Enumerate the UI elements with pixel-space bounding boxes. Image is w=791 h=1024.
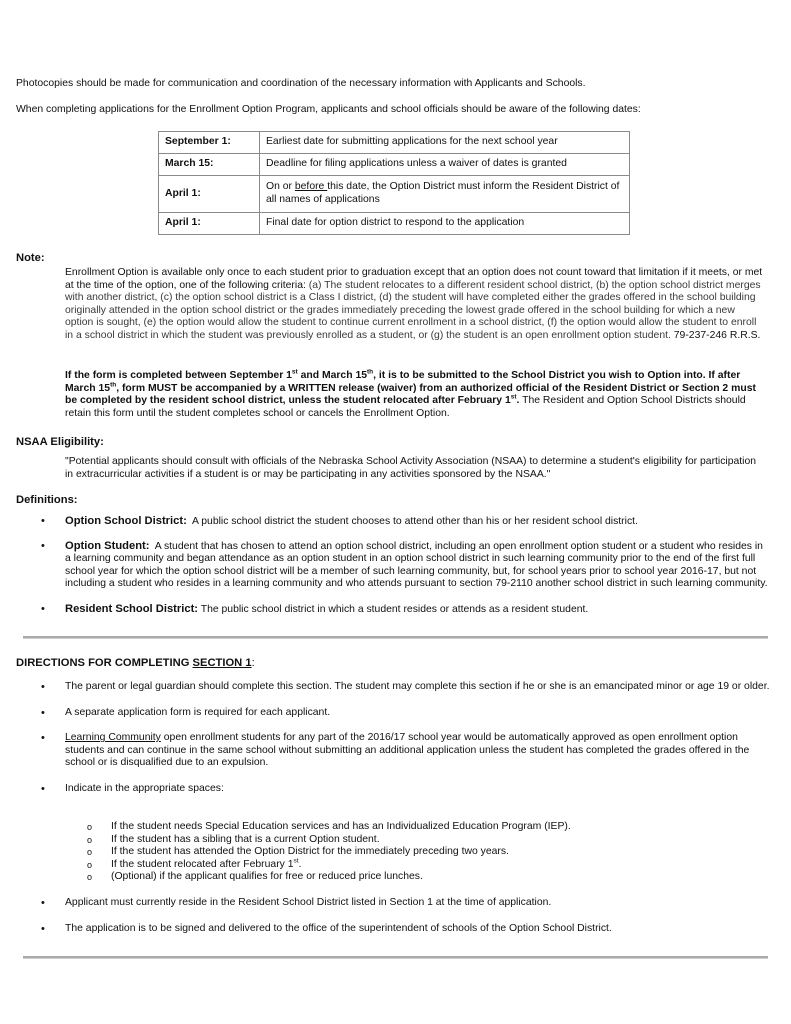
definition-item <box>41 515 771 529</box>
nsaa-text: "Potential applicants should consult with officials of the Nebraska School Activity Association (NSAA) to determine a student's eligibility for participation in extracurricular activities if a student is or may be participating in any activities sponsored by the NSAA." <box>65 456 757 480</box>
sublist-item <box>87 846 767 859</box>
sublist-text: If the student has a sibling that is a current Option student. <box>111 833 380 845</box>
direction-text: The parent or legal guardian should complete this section. The student may complete this section if he or she is an emancipated minor or age 19 or older. <box>65 681 770 692</box>
description-cell: Final date for option district to respond to the application <box>260 213 630 235</box>
table-row <box>159 154 630 176</box>
sublist-text: If the student relocated after February 1 <box>111 858 294 870</box>
definition-text: A public school district the student chooses to attend other than his or her resident school district. <box>186 516 638 527</box>
note-heading: Note: <box>16 252 45 264</box>
direction-text: Indicate in the appropriate spaces: <box>65 782 224 794</box>
direction-text: The application is to be signed and delivered to the office of the superintendent of schools of the Option School District. <box>65 922 612 934</box>
date-cell: March 15: <box>159 154 260 176</box>
definitions-list <box>41 515 771 617</box>
definition-term: Resident School District: <box>65 602 199 615</box>
section-divider-bottom <box>23 956 768 959</box>
directions-heading <box>16 657 255 670</box>
hollow-bullet-icon: o <box>87 872 93 883</box>
superscript: st <box>510 393 517 401</box>
sublist-text: . <box>298 858 302 870</box>
key-dates-table <box>158 131 630 235</box>
definition-text: A student that has chosen to attend an option school district, including an open enrollment option student or a student who resides in a learning community and began attendance as an option student in an option school district in such learning community prior to the end of the first full school year for which the option school district will be a member of such learning community, but, for school years prior to school year 2016-17, but not including a student who resides in a learning community and who attends pursuant to section 79-2110 another school district in such learning community. <box>65 540 768 590</box>
date-cell: September 1: <box>159 132 260 154</box>
bullet-icon: • <box>41 897 45 909</box>
section-divider <box>23 636 768 639</box>
intro-photocopies: Photocopies should be made for communication and coordination of the necessary information with Applicants and Schools. <box>16 78 586 89</box>
heading-text: DIRECTIONS FOR COMPLETING <box>16 657 193 669</box>
description-cell: Earliest date for submitting applications for the next school year <box>260 132 630 154</box>
definition-term: Option Student: <box>65 539 150 552</box>
bullet-icon: • <box>41 732 45 745</box>
note-plain-text: The Resident and Option School Districts should retain this form until the student completes school or cancels the Enrollment Option. <box>65 395 746 419</box>
definition-item <box>41 540 771 591</box>
direction-text: Applicant must currently reside in the Resident School District listed in Section 1 at the time of application. <box>65 897 552 908</box>
bullet-icon: • <box>41 706 45 719</box>
sublist-item <box>87 834 767 847</box>
date-cell: April 1: <box>159 176 260 213</box>
learning-community-term: Learning Community <box>65 732 161 744</box>
table-row <box>159 132 630 154</box>
direction-item <box>41 732 771 770</box>
note-paragraph-2 <box>65 370 765 420</box>
bullet-icon: • <box>41 515 45 527</box>
sublist-item <box>87 859 767 872</box>
date-cell: April 1: <box>159 213 260 235</box>
desc-underlined: before <box>294 181 328 193</box>
hollow-bullet-icon: o <box>87 859 93 870</box>
superscript: th <box>367 368 374 376</box>
sublist-item <box>87 821 767 834</box>
sublist-text: (Optional) if the applicant qualifies for free or reduced price lunches. <box>111 871 423 883</box>
definitions-heading: Definitions: <box>16 494 78 506</box>
statute-reference: 79-237-246 R.R.S. <box>673 329 761 341</box>
sublist-text: If the student needs Special Education services and has an Individualized Education Program (IEP). <box>111 821 571 832</box>
hollow-bullet-icon: o <box>87 822 93 832</box>
table-row <box>159 213 630 235</box>
bullet-icon: • <box>41 922 45 935</box>
final-directions-list <box>41 897 771 935</box>
direction-item <box>41 923 771 936</box>
direction-text: A separate application form is required for each applicant. <box>65 706 331 718</box>
bullet-icon: • <box>41 539 45 552</box>
note-bold-text: . <box>516 395 520 407</box>
sublist-item <box>87 871 767 884</box>
description-cell <box>260 176 630 213</box>
note-criteria-intro: Enrollment Option is available only once to each student prior to graduation except that an option does not count toward that limitation if it meets, or met at the time of the option, one of the following criteria: <box>65 267 763 291</box>
heading-section-ref: SECTION 1 <box>192 657 252 669</box>
hollow-bullet-icon: o <box>87 847 93 858</box>
table-row <box>159 176 630 213</box>
direction-item <box>41 897 771 910</box>
desc-text: this date, the Option District must inform the Resident District of all names of applications <box>266 181 620 205</box>
direction-item <box>41 783 771 796</box>
bullet-icon: • <box>41 681 45 693</box>
bullet-icon: • <box>41 602 45 615</box>
bullet-icon: • <box>41 782 45 795</box>
note-criteria-list: (a) The student relocates to a different resident school district, (b) the option school district merges with another district, (c) the option school district is a Class I district, (d) the student will have completed either the grades offered in the school building originally attended in the option school district or the grades immediately preceding the lowest grade offered in the school building for which a new option is sought, (e) the option would allow the student to continue current enrollment in a school district, (f) the option would allow the student to enroll in a school district in which the student was previously enrolled as a student, or (g) the student is an open enrollment option student. <box>65 279 761 341</box>
note-bold-text: , it is to be submitted to the School District you wish to Option into. If after March 15 <box>65 370 741 394</box>
definition-item <box>41 603 771 617</box>
definition-text: The public school district in which a student resides or attends as a resident student. <box>198 603 589 615</box>
desc-text: On or <box>266 181 295 193</box>
direction-item <box>41 707 771 720</box>
superscript: st <box>291 368 298 376</box>
description-cell: Deadline for filing applications unless a waiver of dates is granted <box>260 154 630 176</box>
note-bold-text: and March 15 <box>297 370 367 381</box>
heading-colon: : <box>251 657 255 669</box>
note-paragraph-1 <box>65 267 765 343</box>
direction-item <box>41 681 771 694</box>
hollow-bullet-icon: o <box>87 834 93 845</box>
direction-text: open enrollment students for any part of the 2016/17 school year would be automatically approved as open enrollment option students and can continue in the same school without submitting an additional application unless the student has completed the grades offered in the school or is disqualified due to an expulsion. <box>65 732 750 769</box>
directions-list <box>41 681 771 796</box>
note-bold-text: If the form is completed between September 1 <box>65 370 292 381</box>
sublist-text: If the student has attended the Option District for the immediately preceding two years. <box>111 846 509 858</box>
definition-term: Option School District: <box>65 515 187 527</box>
nsaa-heading: NSAA Eligibility: <box>16 436 104 448</box>
note-bold-text: , form MUST be accompanied by a WRITTEN release (waiver) from an authorized official of the Resident District or Section 2 must be completed by the resident school district, unless the student relocated after February 1 <box>65 382 756 407</box>
superscript: st <box>293 857 299 865</box>
intro-when-completing: When completing applications for the Enrollment Option Program, applicants and school officials should be aware of the following dates: <box>16 104 641 115</box>
superscript: th <box>110 381 117 389</box>
indicate-sublist <box>87 821 767 884</box>
